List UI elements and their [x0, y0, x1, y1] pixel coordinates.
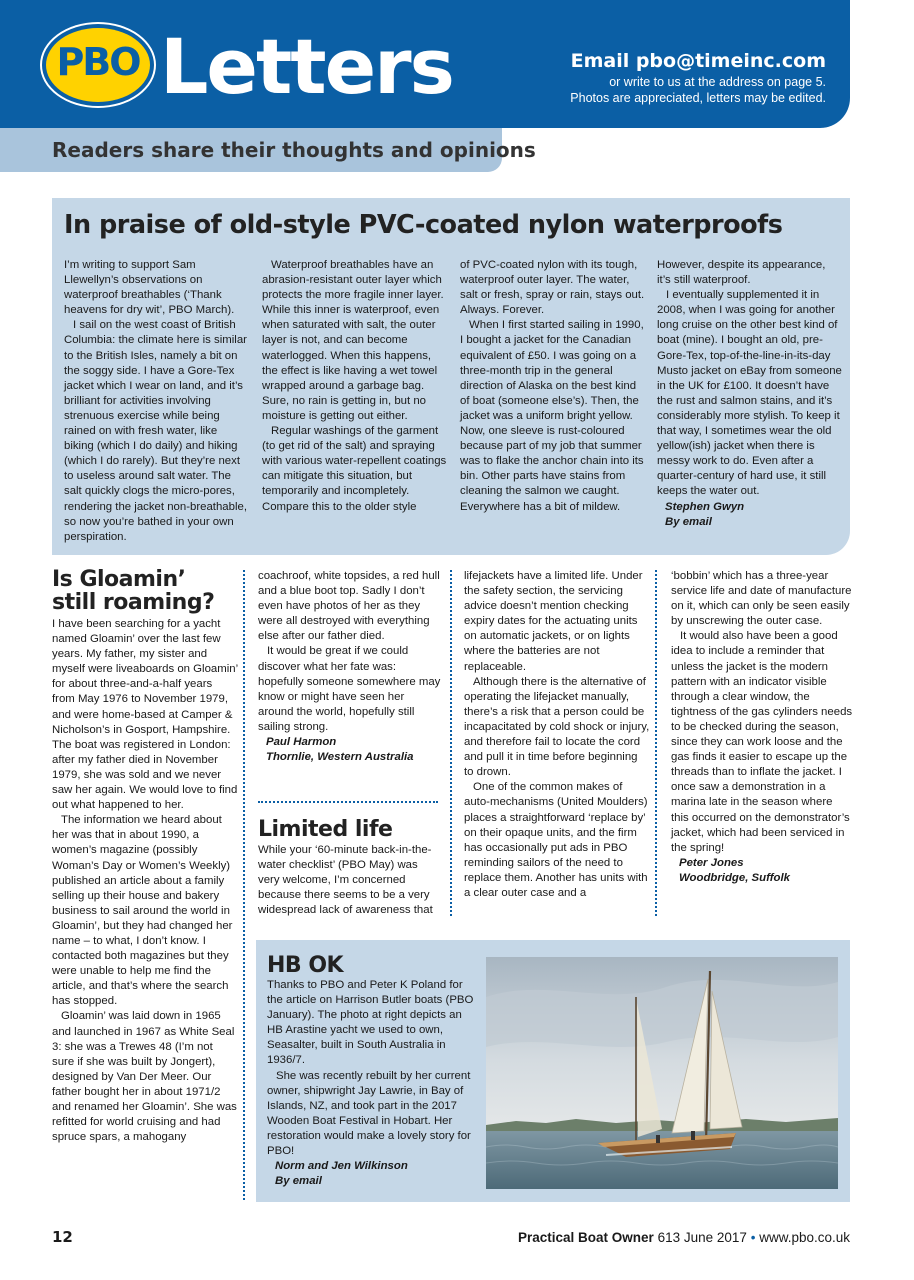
featured-letter-column-1 [64, 258, 249, 545]
signature-place: By email [275, 1175, 322, 1188]
paragraph: It would also have been a good idea to include a reminder that unless the jacket is the modern pattern with an indicator visible through a clear window, the tightness of the gas cylinders needs to be checked during the season, since they can work loose and the gas finds it easier to escape up the threads than to inflate the jacket. I once saw a demonstration in a marina late in the season where this occurred on the demonstrator’s jacket, which had been serviced in the spring! [671, 630, 853, 854]
page-number: 12 [52, 1228, 73, 1246]
paragraph: I have been searching for a yacht named Gloamin’ over the last few years. My father, my sister and myself were liveaboards on Gloamin’ for about three-and-a-half years from May 1976 to November 1979, and were home-based at Camper & Nicholson’s in Gosport, Hampshire. The boat was registered in London: after my father died in November 1979, she was sold and we never saw her again. We would love to find out what happened to her. [52, 618, 238, 812]
paragraph: The information we heard about her was that in about 1990, a women’s magazine (possibly Woman’s Day or Women’s Weekly) published an article about a family selling up their house and bakery business to sail around the world in Gloamin’, but they had changed her name – to what, I don’t know. I contacted both magazines but they were unable to help me find the article, and that’s where the search has stopped. [52, 814, 233, 1008]
paragraph: While your ‘60-minute back-in-the-water checklist’ (PBO May) was very welcome, I’m concerned because there seems to be a very widespread lack of awareness that [258, 844, 433, 917]
paragraph: Gloamin’ was laid down in 1965 and launched in 1967 as White Seal 3: she was a Trewes 48 (I’m not sure if she was built by Jongert), designed by Van Der Meer. Our father bought her in about 1971/2 and renamed her Gloamin’. She was refitted for world cruising and had spruce spars, a mahogany [52, 1010, 237, 1144]
paragraph: Regular washings of the garment (to get rid of the salt) and spraying with various water-repellent coatings can mitigate this situation, but temporarily and incompletely. Compare this to the older style [262, 425, 447, 513]
paragraph: It would be great if we could discover what her fate was: hopefully someone somewhere may know or might have seen her around the world, hopefully still sailing strong. [258, 645, 441, 733]
featured-letter-column-2 [262, 258, 448, 515]
featured-letter-headline: In praise of old-style PVC-coated nylon waterproofs [64, 210, 783, 240]
section-subtitle: Readers share their thoughts and opinions [52, 138, 536, 162]
gloamin-headline-line-2: still roaming? [52, 590, 215, 615]
paragraph: lifejackets have a limited life. Under the safety section, the servicing advice doesn’t mention checking expiry dates for the actuating units on automatic jackets, or on lights where the batteries are not replaceable. [464, 570, 643, 673]
pbo-logo [46, 28, 150, 102]
paragraph: When I first started sailing in 1990, I bought a jacket for the Canadian equivalent of £50. I was going on a three-month trip in the general direction of Alaska on the best kind of boat (someone else’s). Then, the jacket was a uniform bright yellow. Now, one sleeve is rust-coloured because part of my job that summer was to flake the anchor chain into its bin. Other parts have stains from cleaning the salmon we caught. Everywhere has a bit of mildew. [460, 319, 644, 513]
limited-life-column-2 [464, 569, 650, 901]
limited-life-headline: Limited life [258, 817, 393, 842]
paragraph: Waterproof breathables have an abrasion-resistant outer layer which protects the more fragile inner layer. While this inner is waterproof, even when saturated with salt, the outer layer is not, and can become waterlogged. When this happens, the effect is like having a wet towel wrapped around a garbage bag. Sure, no rain is getting in, but no moisture is getting out either. [262, 259, 444, 422]
yacht-photo-illustration [486, 957, 838, 1189]
paragraph: Although there is the alternative of operating the lifejacket manually, there’s a risk that a person could be incapacitated by cold shock or injury, and therefore fail to locate the cord and pull it in time before beginning to drown. [464, 675, 650, 779]
column-divider [450, 570, 452, 916]
contact-line-2: Photos are appreciated, letters may be edited. [570, 91, 826, 105]
column-divider [243, 570, 245, 1200]
contact-note [570, 74, 826, 106]
signature-name: Peter Jones [679, 856, 744, 869]
paragraph: One of the common makes of auto-mechanisms (United Moulders) places a straightforward ‘replace by’ on their opaque units, and the firm has occasionally put ads in PBO reminding sailors of the need to replace them. Another has units with a clear outer case and a [464, 781, 648, 899]
paragraph: However, despite its appearance, it’s still waterproof. [657, 259, 826, 287]
signature-name: Stephen Gwyn [665, 500, 745, 513]
paragraph: I eventually supplemented it in 2008, when I was going for another long cruise on the other best kind of boat (mine). I bought an old, pre-Gore-Tex, top-of-the-line-in-its-day Musto jacket on eBay from someone in the UK for £100. It doesn’t have the rust and salmon stains, and it’s considerably more stylish. To keep it that way, I sometimes wear the old yellow(ish) jacket when there is messy work to do. Even after a quarter-century of hard use, it still keeps the water out. [657, 289, 842, 498]
contact-line-1: or write to us at the address on page 5. [609, 75, 826, 89]
signature-name: Paul Harmon [266, 736, 337, 749]
issue-info: 613 June 2017 [657, 1230, 747, 1245]
gloamin-headline-line-1: Is Gloamin’ [52, 567, 186, 592]
footer-bullet: • [750, 1230, 756, 1245]
email-address: Email pbo@timeinc.com [570, 50, 826, 72]
paragraph: coachroof, white topsides, a red hull and a blue boot top. Sadly I don’t even have photos of her as they were all destroyed with everything else after our father died. [258, 570, 440, 643]
gloamin-letter [52, 568, 238, 1145]
signature-place: By email [665, 515, 712, 528]
featured-letter-column-3 [460, 258, 646, 515]
magazine-name: Practical Boat Owner [518, 1230, 654, 1245]
yacht-photo [486, 957, 838, 1189]
limited-life-letter [258, 818, 442, 918]
paragraph: Thanks to PBO and Peter K Poland for the article on Harrison Butler boats (PBO January). The photo at right depicts an HB Arastine yacht we used to own, Seasalter, built in South Australia in 1936/7. [267, 979, 474, 1067]
limited-life-column-3 [671, 569, 853, 886]
paragraph: I sail on the west coast of British Columbia: the climate here is similar to the British Isles, namely a bit on the soggy side. I have a Gore-Tex jacket which I wear on land, and it’s brilliant for activities involving strenuous exercise while being rained on with fresh water, like biking (which I do daily) and hiking (which I do rarely). But they’re next to useless around salt water. The salt quickly clogs the micro-pores, rendering the jacket non-breathable, so now you’re bathed in your own perspiration. [64, 319, 248, 543]
column-divider [655, 570, 657, 916]
logo-text: PBO [56, 40, 140, 84]
hb-ok-letter [267, 954, 475, 1189]
section-title: Letters [160, 22, 453, 111]
paragraph: She was recently rebuilt by her current owner, shipwright Jay Lawrie, in Bay of Islands, NZ, and took part in the 2017 Wooden Boat Festival in Hobart. Her restoration would make a lovely story for PBO! [267, 1069, 471, 1158]
signature-place: Thornlie, Western Australia [266, 751, 414, 764]
signature-place: Woodbridge, Suffolk [679, 871, 790, 884]
signature-name: Norm and Jen Wilkinson [275, 1160, 408, 1173]
article-separator [258, 801, 438, 803]
gloamin-letter-continued [258, 569, 442, 765]
paragraph: of PVC-coated nylon with its tough, waterproof outer layer. The water, salt or fresh, spray or rain, stays out. Always. Forever. [460, 259, 645, 317]
featured-letter-column-4 [657, 258, 842, 530]
footer-credit [518, 1230, 850, 1245]
hb-ok-headline: HB OK [267, 953, 344, 978]
website-link[interactable]: www.pbo.co.uk [759, 1230, 850, 1245]
paragraph: ‘bobbin’ which has a three-year service life and date of manufacture on it, which can only be seen easily by unscrewing the outer case. [671, 570, 852, 628]
paragraph: I’m writing to support Sam Llewellyn’s observations on waterproof breathables (‘Thank heavens for dry wit’, PBO March). [64, 259, 235, 317]
